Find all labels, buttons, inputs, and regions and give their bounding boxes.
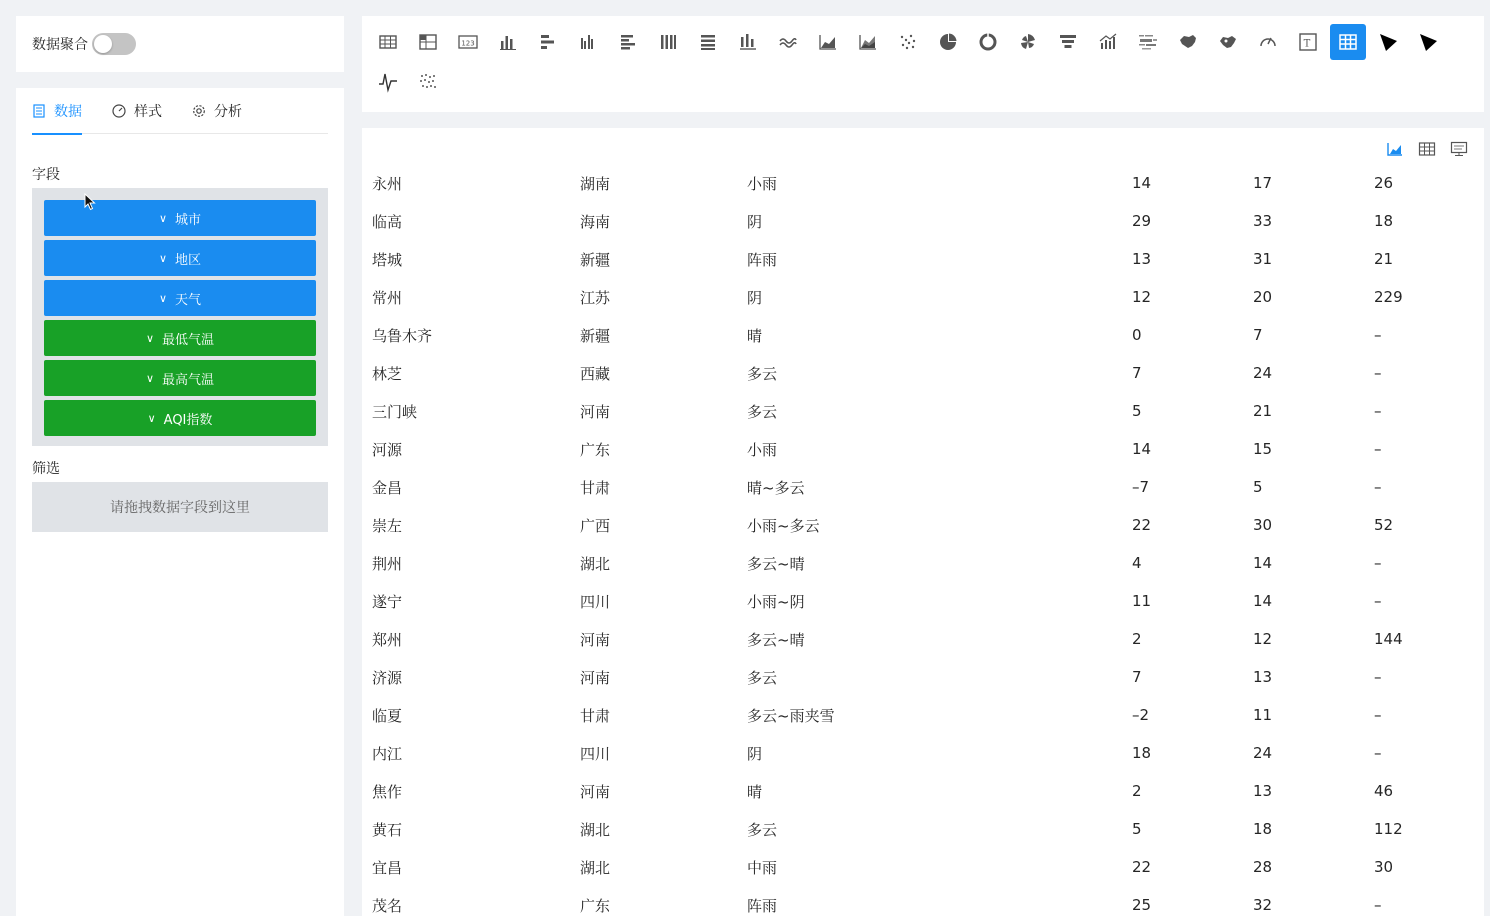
chevron-down-icon: ∨ [158, 211, 168, 225]
table-cell: 21 [1253, 402, 1273, 420]
chart-type-button-rose[interactable] [1010, 24, 1046, 60]
area-icon [817, 31, 839, 53]
data-list-icon [32, 104, 46, 118]
tab-data[interactable] [32, 88, 82, 134]
table-cell: 26 [1374, 174, 1394, 192]
data-table [362, 164, 1484, 916]
table-cell: 河南 [580, 782, 611, 801]
table-cell: 22 [1132, 516, 1152, 534]
table-cell: – [1374, 402, 1382, 420]
table-cell: 14 [1253, 592, 1273, 610]
stacked-bar-icon [697, 31, 719, 53]
table-cell: 18 [1132, 744, 1152, 762]
word-cloud-icon [1137, 31, 1159, 53]
chart-type-button-funnel[interactable] [1050, 24, 1086, 60]
chart-type-button-china-map[interactable] [1170, 24, 1206, 60]
table-cell: 0 [1132, 326, 1142, 344]
field-label: 城市 [175, 212, 202, 228]
table-cell: 多云 [747, 668, 778, 687]
table-icon [377, 31, 399, 53]
chart-view-button[interactable] [1384, 140, 1406, 158]
table-cell: 33 [1253, 212, 1273, 230]
chart-type-button-stacked-bar[interactable] [690, 24, 726, 60]
table-row [362, 810, 1484, 848]
table-cell: 茂名 [372, 896, 403, 915]
table-cell: – [1374, 326, 1382, 344]
chart-type-button-bubble-map[interactable] [1210, 24, 1246, 60]
table-cell: 小雨 [747, 174, 778, 193]
table-cell: 永州 [372, 174, 403, 193]
table-row [362, 886, 1484, 916]
table-cell: 30 [1253, 516, 1273, 534]
table-cell: 30 [1374, 858, 1394, 876]
tab-data-label: 数据 [54, 104, 82, 120]
table-cell: 内江 [372, 744, 403, 763]
table-cell: 常州 [372, 288, 403, 307]
table-row [362, 848, 1484, 886]
table-row [362, 278, 1484, 316]
table-cell: 荆州 [372, 554, 403, 573]
chart-type-button-donut[interactable] [970, 24, 1006, 60]
table-cell: 28 [1253, 858, 1273, 876]
table-cell: 甘肃 [580, 478, 611, 497]
chart-type-button-rich-text[interactable] [1290, 24, 1326, 60]
table-row [362, 582, 1484, 620]
pivot-table-icon [1337, 31, 1359, 53]
table-row [362, 392, 1484, 430]
tab-style[interactable] [112, 88, 162, 134]
dot-matrix-icon [417, 71, 439, 93]
table-cell: 黄石 [372, 820, 403, 839]
toggle-knob [94, 35, 112, 53]
config-tabs [32, 88, 328, 134]
chart-type-button-stacked-area[interactable] [850, 24, 886, 60]
table-row [362, 430, 1484, 468]
chevron-down-icon: ∨ [158, 251, 168, 265]
table-cell: 多云~雨夹雪 [747, 706, 835, 725]
table-cell: 12 [1132, 288, 1152, 306]
svg-text:123: 123 [461, 39, 475, 48]
table-cell: 13 [1253, 668, 1273, 686]
chart-type-button-grouped-bar[interactable] [610, 24, 646, 60]
table-cell: 7 [1253, 326, 1263, 344]
table-cell: 新疆 [580, 250, 611, 269]
table-cell: 112 [1374, 820, 1403, 838]
chart-type-button-triangle-alt[interactable] [1410, 24, 1446, 60]
table-cell: 湖北 [580, 554, 611, 573]
table-cell: 阴 [747, 744, 763, 763]
table-cell: 江苏 [580, 288, 611, 307]
table-cell: 52 [1374, 516, 1394, 534]
chart-type-toolbar [362, 16, 1484, 112]
table-cell: 临高 [372, 212, 403, 231]
table-row [362, 354, 1484, 392]
gauge-icon [1257, 31, 1279, 53]
column-icon [497, 31, 519, 53]
table-cell: 5 [1253, 478, 1263, 496]
range-column-icon [737, 31, 759, 53]
table-cell: 14 [1132, 440, 1152, 458]
table-cell: 22 [1132, 858, 1152, 876]
field-label: 最高气温 [162, 372, 215, 388]
chart-type-button-table[interactable] [370, 24, 406, 60]
tab-style-label: 样式 [134, 104, 162, 120]
kpi-number-icon [457, 31, 479, 53]
table-cell: 塔城 [372, 250, 403, 269]
table-cell: 广东 [580, 440, 611, 459]
table-cell: 中雨 [747, 858, 778, 877]
tab-analysis[interactable] [192, 88, 242, 134]
gear-icon [192, 104, 206, 118]
triangle-alt-icon [1417, 31, 1439, 53]
table-cell: 多云 [747, 364, 778, 383]
view-switch [1374, 140, 1470, 158]
table-view-button[interactable] [1416, 140, 1438, 158]
aggregation-panel [16, 16, 344, 72]
rich-text-icon [1297, 31, 1319, 53]
table-cell: 多云 [747, 402, 778, 421]
pie-icon [937, 31, 959, 53]
china-map-icon [1177, 31, 1199, 53]
table-cell: 5 [1132, 820, 1142, 838]
chart-type-button-area[interactable] [810, 24, 846, 60]
table-cell: 湖北 [580, 820, 611, 839]
table-cell: 7 [1132, 668, 1142, 686]
table-cell: 河南 [580, 668, 611, 687]
field-min-temp[interactable] [44, 320, 316, 356]
table-view-icon [1418, 141, 1436, 157]
table-cell: 229 [1374, 288, 1403, 306]
table-cell: 32 [1253, 896, 1273, 914]
field-label: 地区 [175, 252, 202, 268]
table-cell: 17 [1253, 174, 1273, 192]
table-cell: 海南 [580, 212, 611, 231]
table-cell: 24 [1253, 364, 1273, 382]
table-cell: 阴 [747, 212, 763, 231]
chart-type-button-cross-table[interactable] [410, 24, 446, 60]
table-cell: 阵雨 [747, 896, 778, 915]
grouped-column-icon [577, 31, 599, 53]
table-cell: 晴 [747, 782, 763, 801]
chart-type-button-sparkline[interactable] [370, 64, 406, 100]
table-cell: – [1374, 744, 1382, 762]
table-cell: 13 [1132, 250, 1152, 268]
table-cell: 济源 [372, 668, 403, 687]
table-row [362, 240, 1484, 278]
chart-type-grid [370, 24, 1470, 104]
table-cell: 多云 [747, 820, 778, 839]
table-cell: 21 [1374, 250, 1394, 268]
table-cell: 河南 [580, 402, 611, 421]
table-row [362, 658, 1484, 696]
table-cell: 4 [1132, 554, 1142, 572]
combo-icon [1097, 31, 1119, 53]
chart-type-button-gauge[interactable] [1250, 24, 1286, 60]
table-row [362, 620, 1484, 658]
table-cell: 18 [1374, 212, 1394, 230]
chevron-down-icon: ∨ [145, 331, 155, 345]
field-list [32, 188, 328, 446]
table-cell: 湖北 [580, 858, 611, 877]
table-cell: –2 [1132, 706, 1150, 724]
chart-type-button-triangle[interactable] [1370, 24, 1406, 60]
table-row [362, 164, 1484, 202]
funnel-icon [1057, 31, 1079, 53]
filter-title: 筛选 [32, 461, 60, 477]
cross-table-icon [417, 31, 439, 53]
table-cell: 新疆 [580, 326, 611, 345]
table-cell: 小雨~阴 [747, 592, 805, 611]
table-cell: – [1374, 364, 1382, 382]
table-cell: 5 [1132, 402, 1142, 420]
style-gauge-icon [112, 104, 126, 118]
table-row [362, 544, 1484, 582]
table-row [362, 316, 1484, 354]
table-cell: 遂宁 [372, 592, 403, 611]
table-cell: 宜昌 [372, 858, 403, 877]
chart-type-button-bar[interactable] [530, 24, 566, 60]
table-cell: 河源 [372, 440, 403, 459]
field-region[interactable] [44, 240, 316, 276]
table-cell: 金昌 [372, 478, 403, 497]
chart-type-button-grouped-column[interactable] [570, 24, 606, 60]
stacked-area-icon [857, 31, 879, 53]
table-cell: 晴~多云 [747, 478, 805, 497]
table-cell: 湖南 [580, 174, 611, 193]
table-row [362, 696, 1484, 734]
aggregation-label: 数据聚合 [32, 37, 88, 53]
table-cell: 小雨~多云 [747, 516, 820, 535]
table-cell: 多云~晴 [747, 554, 805, 573]
table-cell: 河南 [580, 630, 611, 649]
chart-type-button-pie[interactable] [930, 24, 966, 60]
table-cell: 广东 [580, 896, 611, 915]
table-cell: – [1374, 554, 1382, 572]
table-cell: 小雨 [747, 440, 778, 459]
bubble-map-icon [1217, 31, 1239, 53]
chart-type-button-kpi-number[interactable] [450, 24, 486, 60]
chart-view-icon [1386, 141, 1404, 157]
table-cell: 阵雨 [747, 250, 778, 269]
aggregation-toggle[interactable] [92, 33, 136, 55]
field-aqi[interactable] [44, 400, 316, 436]
table-cell: 31 [1253, 250, 1273, 268]
table-cell: 24 [1253, 744, 1273, 762]
table-cell: 多云~晴 [747, 630, 805, 649]
chart-type-button-range-column[interactable] [730, 24, 766, 60]
table-row [362, 468, 1484, 506]
sql-view-button[interactable] [1448, 140, 1470, 158]
table-cell: 29 [1132, 212, 1152, 230]
chevron-down-icon: ∨ [158, 291, 168, 305]
table-cell: 甘肃 [580, 706, 611, 725]
table-cell: 广西 [580, 516, 611, 535]
chart-type-button-column[interactable] [490, 24, 526, 60]
table-row [362, 506, 1484, 544]
table-cell: 乌鲁木齐 [372, 326, 433, 345]
table-cell: 临夏 [372, 706, 403, 725]
chevron-down-icon: ∨ [145, 371, 155, 385]
table-preview-panel [362, 128, 1484, 916]
table-cell: 晴 [747, 326, 763, 345]
table-cell: – [1374, 896, 1382, 914]
line-icon [777, 31, 799, 53]
bar-icon [537, 31, 559, 53]
table-cell: 18 [1253, 820, 1273, 838]
table-cell: 12 [1253, 630, 1273, 648]
table-cell: 焦作 [372, 782, 403, 801]
table-cell: 7 [1132, 364, 1142, 382]
chart-type-button-dot-matrix[interactable] [410, 64, 446, 100]
field-label: 最低气温 [162, 332, 215, 348]
sql-view-icon [1450, 141, 1468, 157]
scatter-icon [897, 31, 919, 53]
field-max-temp[interactable] [44, 360, 316, 396]
table-cell: 西藏 [580, 364, 611, 383]
stacked-column-icon [657, 31, 679, 53]
sparkline-icon [377, 71, 399, 93]
field-label: AQI指数 [163, 412, 213, 428]
table-cell: – [1374, 478, 1382, 496]
table-cell: 2 [1132, 782, 1142, 800]
field-weather[interactable] [44, 280, 316, 316]
table-cell: 25 [1132, 896, 1152, 914]
table-cell: 三门峡 [372, 402, 418, 421]
table-cell: 四川 [580, 744, 611, 763]
table-cell: –7 [1132, 478, 1150, 496]
table-row [362, 772, 1484, 810]
grouped-bar-icon [617, 31, 639, 53]
chart-type-button-stacked-column[interactable] [650, 24, 686, 60]
filter-drop-zone[interactable]: 请拖拽数据字段到这里 [32, 482, 328, 532]
table-cell: 四川 [580, 592, 611, 611]
chevron-down-icon: ∨ [147, 411, 156, 425]
tab-analysis-label: 分析 [214, 104, 242, 120]
table-cell: 13 [1253, 782, 1273, 800]
table-cell: – [1374, 592, 1382, 610]
table-cell: 2 [1132, 630, 1142, 648]
table-cell: 崇左 [372, 516, 403, 535]
table-cell: 11 [1253, 706, 1273, 724]
table-cell: 14 [1253, 554, 1273, 572]
table-cell: – [1374, 668, 1382, 686]
table-cell: 林芝 [372, 364, 403, 383]
table-cell: 郑州 [372, 630, 403, 649]
table-cell: 11 [1132, 592, 1152, 610]
table-cell: 14 [1132, 174, 1152, 192]
rose-icon [1017, 31, 1039, 53]
table-cell: 20 [1253, 288, 1273, 306]
table-cell: – [1374, 706, 1382, 724]
table-cell: 144 [1374, 630, 1403, 648]
triangle-icon [1377, 31, 1399, 53]
chart-type-button-pivot-table[interactable] [1330, 24, 1366, 60]
chart-type-button-combo[interactable] [1090, 24, 1126, 60]
svg-text:T: T [1303, 38, 1311, 50]
chart-type-button-word-cloud[interactable] [1130, 24, 1166, 60]
table-cell: 15 [1253, 440, 1273, 458]
chart-type-button-scatter[interactable] [890, 24, 926, 60]
field-label: 天气 [175, 292, 202, 308]
chart-type-button-line[interactable] [770, 24, 806, 60]
table-row [362, 202, 1484, 240]
field-config-panel [16, 88, 344, 916]
donut-icon [977, 31, 999, 53]
table-row [362, 734, 1484, 772]
mouse-cursor-icon [84, 193, 96, 211]
table-cell: – [1374, 440, 1382, 458]
fields-title: 字段 [32, 167, 60, 183]
table-cell: 阴 [747, 288, 763, 307]
table-cell: 46 [1374, 782, 1394, 800]
